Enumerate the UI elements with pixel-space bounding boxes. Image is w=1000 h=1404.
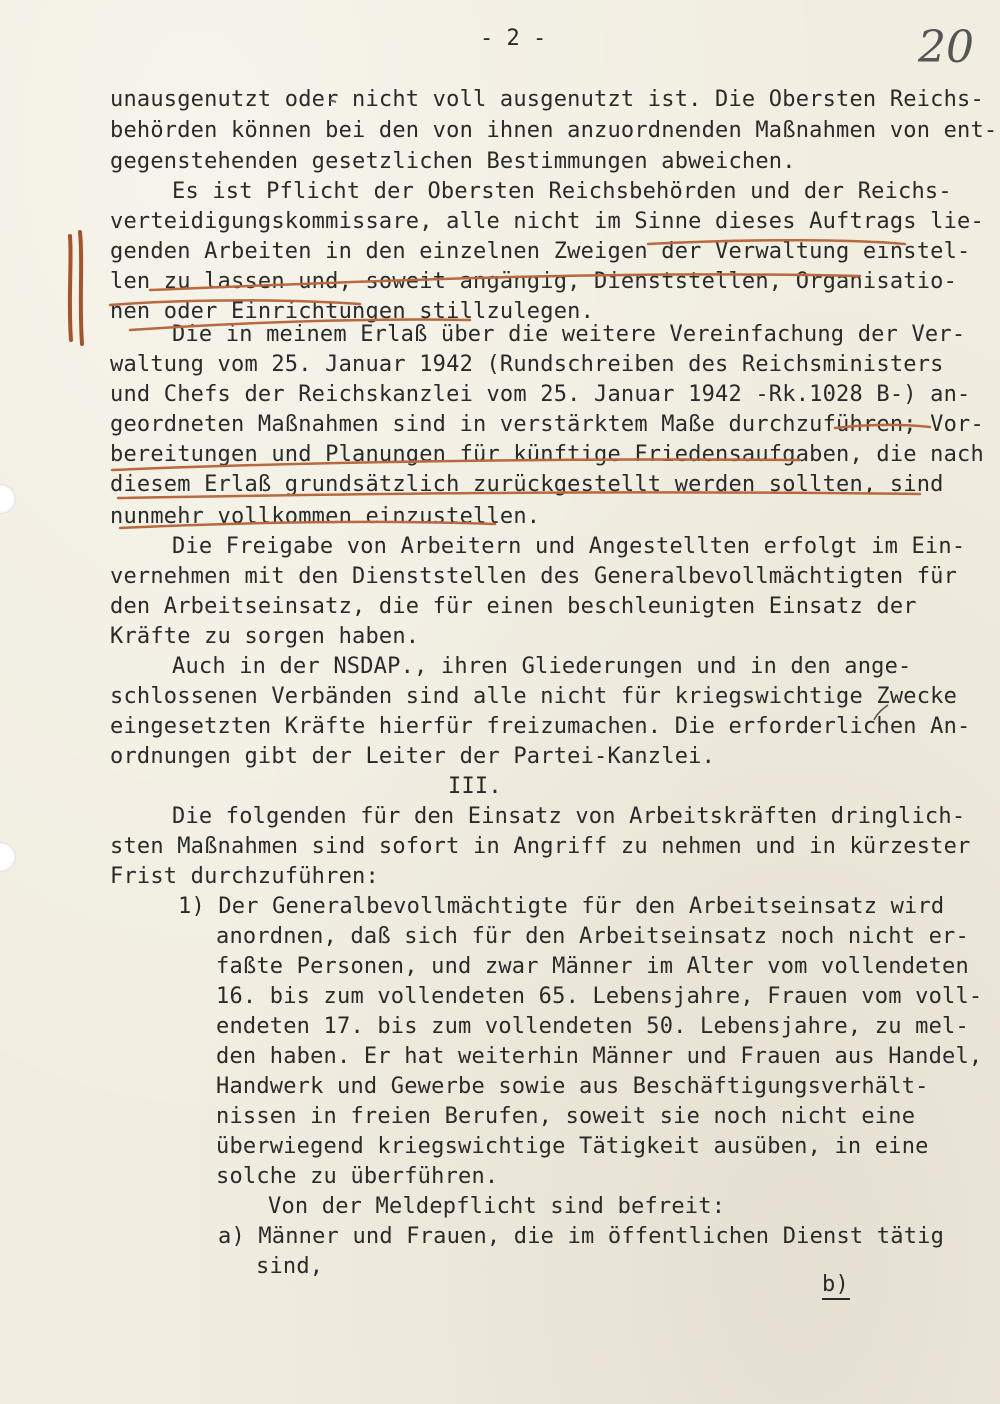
list-item: 1) Der Generalbevollmächtigte für den Arbeitseinsatz wird	[178, 894, 945, 919]
section-heading: III.	[448, 774, 502, 799]
margin-bar-mark	[70, 236, 71, 340]
text-line: bereitungen und Planungen für künftige Friedensaufgaben, die nach	[110, 442, 984, 467]
text-line: geordneten Maßnahmen sind in verstärktem Maße durchzuführen; Vor-	[110, 412, 984, 437]
text-line: schlossenen Verbänden sind alle nicht für kriegswichtige Zwecke	[110, 684, 958, 709]
text-line: 16. bis zum vollendeten 65. Lebensjahre, Frauen vom voll-	[216, 984, 983, 1009]
text-line: Die folgenden für den Einsatz von Arbeitskräften dringlich-	[172, 804, 966, 829]
text-line: Kräfte zu sorgen haben.	[110, 624, 420, 649]
text-line: endeten 17. bis zum vollendeten 50. Lebensjahre, zu mel-	[216, 1014, 969, 1039]
text-line: Es ist Pflicht der Obersten Reichsbehörden und der Reichs-	[172, 179, 952, 204]
text-line: ordnungen gibt der Leiter der Partei-Kanzlei.	[110, 744, 716, 769]
page-number: - 2 -	[480, 26, 547, 51]
text-line: gegenstehenden gesetzlichen Bestimmungen abweichen.	[110, 149, 796, 174]
text-line: Handwerk und Gewerbe sowie aus Beschäftigungsverhält-	[216, 1074, 929, 1099]
text-line: sind,	[256, 1254, 324, 1279]
text-line: waltung vom 25. Januar 1942 (Rundschreiben des Reichsministers	[110, 352, 944, 377]
text-line: vernehmen mit den Dienststellen des Generalbevollmächtigten für	[110, 564, 958, 589]
catchword-underline	[822, 1298, 850, 1300]
handwritten-folio-number: 20	[918, 22, 974, 73]
text-line: faßte Personen, und zwar Männer im Alter vom vollendeten	[216, 954, 969, 979]
text-line: den Arbeitseinsatz, die für einen beschleunigten Einsatz der	[110, 594, 917, 619]
text-line: behörden können bei den von ihnen anzuordnenden Maßnahmen von ent-	[110, 118, 998, 143]
text-line: den haben. Er hat weiterhin Männer und Frauen aus Handel,	[216, 1044, 983, 1069]
text-line: diesem Erlaß grundsätzlich zurückgestellt werden sollten, sind	[110, 472, 944, 497]
text-line: Von der Meldepflicht sind befreit:	[268, 1194, 726, 1219]
punch-hole	[0, 484, 16, 514]
text-line: und Chefs der Reichskanzlei vom 25. Januar 1942 -Rk.1028 B-) an-	[110, 382, 971, 407]
punch-hole	[0, 842, 16, 872]
text-line: eingesetzten Kräfte hierfür freizumachen. Die erforderlichen An-	[110, 714, 971, 739]
text-line: Frist durchzuführen:	[110, 864, 379, 889]
text-line: sten Maßnahmen sind sofort in Angriff zu nehmen und in kürzester	[110, 834, 971, 859]
text-line: überwiegend kriegswichtige Tätigkeit ausüben, in eine	[216, 1134, 929, 1159]
text-line: solche zu überführen.	[216, 1164, 499, 1189]
text-line: verteidigungskommissare, alle nicht im Sinne dieses Auftrags lie-	[110, 209, 984, 234]
text-line: anordnen, daß sich für den Arbeitseinsatz noch nicht er-	[216, 924, 969, 949]
text-line: nunmehr vollkommen einzustellen.	[110, 504, 541, 529]
text-line: nen oder Einrichtungen stillzulegen.	[110, 299, 595, 324]
text-line: genden Arbeiten in den einzelnen Zweigen der Verwaltung einstel-	[110, 239, 971, 264]
margin-bar-mark	[80, 232, 82, 344]
text-line: unausgenutzt oder nicht voll ausgenutzt ist. Die Obersten Reichs-	[110, 87, 984, 112]
text-line: len zu lassen und, soweit angängig, Dienststellen, Organisatio-	[110, 269, 958, 294]
text-line: Auch in der NSDAP., ihren Gliederungen und in den ange-	[172, 654, 912, 679]
text-line: Die Freigabe von Arbeitern und Angestellten erfolgt im Ein-	[172, 534, 966, 559]
catchword: b)	[822, 1272, 849, 1297]
text-line: Die in meinem Erlaß über die weitere Vereinfachung der Ver-	[172, 322, 966, 347]
list-item: a) Männer und Frauen, die im öffentlichen Dienst tätig	[218, 1224, 945, 1249]
text-line: nissen in freien Berufen, soweit sie noch nicht eine	[216, 1104, 916, 1129]
